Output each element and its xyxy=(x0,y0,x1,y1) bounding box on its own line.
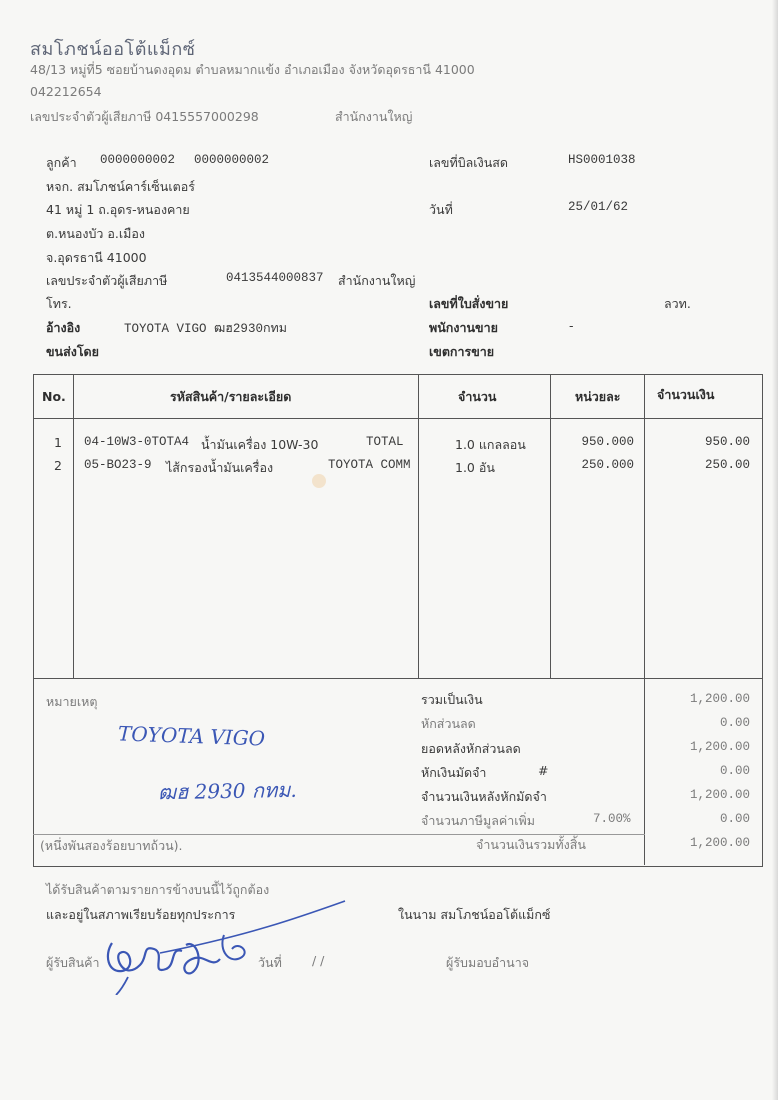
company-branch: สำนักงานใหญ่ xyxy=(335,109,413,124)
summary-label-vat: จำนวนภาษีมูลค่าเพิ่ม xyxy=(421,813,535,828)
signature-image xyxy=(100,895,360,995)
customer-phone-label: โทร. xyxy=(46,296,72,311)
company-phone: 042212654 xyxy=(30,84,102,99)
col-divider-desc xyxy=(418,374,419,678)
summary-label-after-discount: ยอดหลังหักส่วนลด xyxy=(421,741,521,756)
row-unit-price: 950.000 xyxy=(581,435,634,449)
row-code: 04-10W3-0TOTA4 xyxy=(84,435,190,449)
header-no: No. xyxy=(42,389,66,404)
customer-tax-id: 0413544000837 xyxy=(226,271,324,285)
customer-branch: สำนักงานใหญ่ xyxy=(338,273,416,288)
row-brand: TOYOTA COMM xyxy=(328,458,411,472)
header-amount: จำนวนเงิน xyxy=(657,387,715,402)
handwritten-note-vehicle: TOYOTA VIGO xyxy=(117,721,266,751)
sales-order-value: ลวท. xyxy=(664,296,691,311)
customer-label: ลูกค้า xyxy=(46,155,77,170)
row-code: 05-BO23-9 xyxy=(84,458,152,472)
row-amount: 950.00 xyxy=(704,435,750,449)
summary-value-after-discount: 1,200.00 xyxy=(689,740,750,754)
company-tax-id: เลขประจำตัวผู้เสียภาษี 0415557000298 xyxy=(30,109,259,124)
row-no: 2 xyxy=(54,458,62,473)
amount-in-words: (หนึ่งพันสองร้อยบาทถ้วน). xyxy=(40,838,183,853)
receiver-label: ผู้รับสินค้า xyxy=(46,955,100,970)
row-amount: 250.00 xyxy=(704,458,750,472)
summary-value-after-deposit: 1,200.00 xyxy=(689,788,750,802)
receive-date-label: วันที่ xyxy=(258,955,282,970)
sales-order-label: เลขที่ใบสั่งขาย xyxy=(429,296,509,311)
handwritten-note-plate: ฒฮ 2930 กทม. xyxy=(157,777,297,805)
table-header-divider xyxy=(33,418,762,419)
customer-code-2: 0000000002 xyxy=(194,153,270,167)
row-qty: 1.0 อัน xyxy=(455,460,495,475)
row-no: 1 xyxy=(54,435,62,450)
summary-value-grand-total: 1,200.00 xyxy=(689,836,750,850)
reference-label: อ้างอิง xyxy=(46,320,81,335)
receive-date-blank: / / xyxy=(312,953,325,968)
summary-value-vat: 0.00 xyxy=(719,812,750,826)
page-edge-shadow xyxy=(772,0,778,1100)
summary-label-deposit: หักเงินมัดจำ xyxy=(421,765,487,780)
invoice-date-label: วันที่ xyxy=(429,202,453,217)
on-behalf-of: ในนาม สมโภชน์ออโต้แม็กซ์ xyxy=(398,907,551,922)
customer-tax-label: เลขประจำตัวผู้เสียภาษี xyxy=(46,273,168,288)
paper-stain xyxy=(312,474,326,488)
row-desc: น้ำมันเครื่อง 10W-30 xyxy=(201,437,319,452)
header-unit-price: หน่วยละ xyxy=(575,389,621,404)
summary-label-discount: หักส่วนลด xyxy=(421,716,476,731)
customer-address-3: จ.อุดรธานี 41000 xyxy=(46,250,147,265)
row-qty: 1.0 แกลลอน xyxy=(455,437,526,452)
sales-zone-label: เขตการขาย xyxy=(429,344,495,359)
row-unit-price: 250.000 xyxy=(581,458,634,472)
shipping-label: ขนส่งโดย xyxy=(46,344,99,359)
row-brand: TOTAL xyxy=(366,435,404,449)
company-name: สมโภชน์ออโต้แม็กซ์ xyxy=(30,39,196,60)
salesperson-label: พนักงานขาย xyxy=(429,320,498,335)
invoice-date-value: 25/01/62 xyxy=(568,200,629,214)
summary-label-subtotal: รวมเป็นเงิน xyxy=(421,692,483,707)
row-desc: ไส้กรองน้ำมันเครื่อง xyxy=(166,460,274,475)
summary-deposit-mark: # xyxy=(538,763,549,778)
reference-value: TOYOTA VIGO ฒฮ2930กทม xyxy=(124,322,287,336)
customer-address-2: ต.หนองบัว อ.เมือง xyxy=(46,226,146,241)
salesperson-value: - xyxy=(569,318,574,333)
company-address: 48/13 หมู่ที่5 ซอยบ้านดงอุดม ตำบลหมากแข้ง อำเภอเมือง จังหวัดอุดรธานี 41000 xyxy=(30,62,475,77)
invoice-no-label: เลขที่บิลเงินสด xyxy=(429,155,508,170)
invoice-no-value: HS0001038 xyxy=(568,153,636,167)
summary-label-after-deposit: จำนวนเงินหลังหักมัดจำ xyxy=(421,789,547,804)
receipt-confirm-line-1: ได้รับสินค้าตามรายการข้างบนนี้ไว้ถูกต้อง xyxy=(46,882,270,897)
summary-vat-rate: 7.00% xyxy=(593,812,631,826)
customer-code-1: 0000000002 xyxy=(100,153,176,167)
col-divider-price xyxy=(644,374,645,865)
remark-label: หมายเหตุ xyxy=(46,694,98,709)
summary-label-grand-total: จำนวนเงินรวมทั้งสิ้น xyxy=(476,837,586,852)
header-description: รหัสสินค้า/รายละเอียด xyxy=(170,389,292,404)
table-body-divider xyxy=(33,678,762,679)
col-divider-no xyxy=(73,374,74,678)
customer-address-1: 41 หมู่ 1 ถ.อุดร-หนองคาย xyxy=(46,202,190,217)
summary-value-deposit: 0.00 xyxy=(719,764,750,778)
col-divider-qty xyxy=(550,374,551,678)
receipt-confirm-line-2: และอยู่ในสภาพเรียบร้อยทุกประการ xyxy=(46,907,236,922)
summary-value-subtotal: 1,200.00 xyxy=(689,692,750,706)
customer-name: หจก. สมโภชน์คาร์เซ็นเตอร์ xyxy=(46,179,195,194)
summary-value-discount: 0.00 xyxy=(719,716,750,730)
authorized-label: ผู้รับมอบอำนาจ xyxy=(446,955,530,970)
header-quantity: จำนวน xyxy=(458,389,497,404)
